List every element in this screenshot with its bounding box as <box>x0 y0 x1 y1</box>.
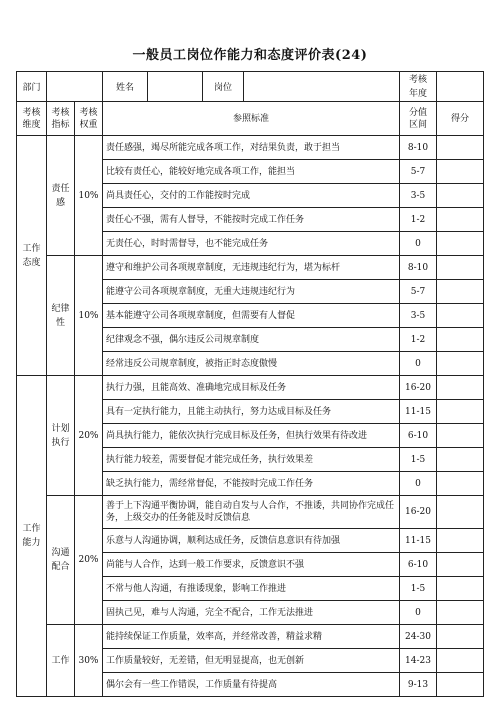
criteria-text: 经常违反公司规章制度，被指正时态度傲慢 <box>103 352 400 376</box>
criteria-text: 缺乏执行能力，需经常督促，不能按时完成工作任务 <box>103 472 400 496</box>
criteria-text: 执行能力较差，需要督促才能完成任务，执行效果差 <box>103 448 400 472</box>
score-input-cell[interactable] <box>437 328 484 352</box>
indicator-cell: 沟通 配合 <box>47 496 75 625</box>
score-range: 11-15 <box>400 529 437 553</box>
score-range: 16-20 <box>400 376 437 400</box>
criteria-text: 尚能与人合作，达到一般工作要求，反馈意识不强 <box>103 553 400 577</box>
score-input-cell[interactable] <box>437 304 484 328</box>
score-input-cell[interactable] <box>437 256 484 280</box>
score-input-cell[interactable] <box>437 400 484 424</box>
score-range: 16-20 <box>400 496 437 529</box>
weight-cell: 20% <box>75 496 103 625</box>
score-input-cell[interactable] <box>437 553 484 577</box>
score-range: 0 <box>400 232 437 256</box>
score-input-cell[interactable] <box>437 496 484 529</box>
weight-cell: 20% <box>75 376 103 496</box>
post-label: 岗位 <box>203 72 244 101</box>
score-input-cell[interactable] <box>437 673 484 697</box>
criteria-row <box>17 256 484 280</box>
score-input-cell[interactable] <box>437 601 484 625</box>
criteria-text: 工作质量较好，无差错，但无明显提高，也无创新 <box>103 649 400 673</box>
name-label: 姓名 <box>103 72 148 101</box>
criteria-text: 尚具执行能力，能依次执行完成目标及任务，但执行效果有待改进 <box>103 424 400 448</box>
score-range: 14-23 <box>400 649 437 673</box>
criteria-text: 善于上下沟通平衡协调，能自动自发与人合作，不推诿，共同协作完成任务，上级交办的任务能及时反馈信息 <box>103 496 400 529</box>
score-range: 1-5 <box>400 577 437 601</box>
criteria-text: 固执己见，难与人沟通，完全不配合，工作无法推进 <box>103 601 400 625</box>
criteria-text: 偶尔会有一些工作错误，工作质量有待提高 <box>103 673 400 697</box>
score-range: 0 <box>400 352 437 376</box>
weight-cell: 10% <box>75 136 103 256</box>
header-row <box>17 102 484 136</box>
weight-cell: 10% <box>75 256 103 376</box>
indicator-cell: 责任 感 <box>47 136 75 256</box>
score-input-cell[interactable] <box>437 352 484 376</box>
criteria-text: 执行力强，且能高效、准确地完成目标及任务 <box>103 376 400 400</box>
criteria-row <box>17 136 484 160</box>
score-input-cell[interactable] <box>437 160 484 184</box>
score-input-cell[interactable] <box>437 625 484 649</box>
criteria-text: 乐意与人沟通协调，顺利达成任务，反馈信息意识有待加强 <box>103 529 400 553</box>
score-range: 1-2 <box>400 328 437 352</box>
score-range: 1-2 <box>400 208 437 232</box>
score-input-cell[interactable] <box>437 448 484 472</box>
score-range: 8-10 <box>400 256 437 280</box>
score-input-cell[interactable] <box>437 208 484 232</box>
score-range: 0 <box>400 472 437 496</box>
score-input-cell[interactable] <box>437 577 484 601</box>
criteria-text: 责任感强，竭尽所能完成各项工作，对结果负责，敢于担当 <box>103 136 400 160</box>
score-input-cell[interactable] <box>437 232 484 256</box>
header-dimension: 考核 维度 <box>17 102 47 136</box>
form-title: 一般员工岗位作能力和态度评价表(24) <box>132 48 368 63</box>
score-input-cell[interactable] <box>437 424 484 448</box>
header-score: 得分 <box>437 102 484 136</box>
header-criteria: 参照标准 <box>103 102 400 136</box>
criteria-row <box>17 496 484 529</box>
criteria-text: 基本能遵守公司各项规章制度，但需要有人督促 <box>103 304 400 328</box>
post-value-cell[interactable] <box>244 72 399 101</box>
score-range: 8-10 <box>400 136 437 160</box>
score-range: 24-30 <box>400 625 437 649</box>
score-input-cell[interactable] <box>437 136 484 160</box>
score-input-cell[interactable] <box>437 649 484 673</box>
dimension-cell: 工作 态度 <box>17 136 47 376</box>
dept-label: 部门 <box>17 72 47 102</box>
criteria-text: 能持续保证工作质量，效率高，并经常改善，精益求精 <box>103 625 400 649</box>
criteria-row <box>17 376 484 400</box>
header-range: 分值 区间 <box>400 102 437 136</box>
score-range: 1-5 <box>400 448 437 472</box>
criteria-text: 具有一定执行能力，且能主动执行，努力达成目标及任务 <box>103 400 400 424</box>
criteria-row <box>17 625 484 649</box>
score-range: 6-10 <box>400 553 437 577</box>
criteria-text: 不常与他人沟通，有推诿现象，影响工作推进 <box>103 577 400 601</box>
criteria-text: 尚具责任心，交付的工作能按时完成 <box>103 184 400 208</box>
evaluation-table <box>16 71 484 697</box>
score-range: 3-5 <box>400 184 437 208</box>
score-range: 0 <box>400 601 437 625</box>
info-row <box>17 72 484 102</box>
indicator-cell: 工作 <box>47 625 75 697</box>
score-range: 3-5 <box>400 304 437 328</box>
score-input-cell[interactable] <box>437 184 484 208</box>
indicator-cell: 纪律 性 <box>47 256 75 376</box>
name-post-cell <box>103 72 400 102</box>
score-range: 6-10 <box>400 424 437 448</box>
criteria-text: 责任心不强，需有人督导，不能按时完成工作任务 <box>103 208 400 232</box>
header-weight: 考核 权重 <box>75 102 103 136</box>
score-range: 11-15 <box>400 400 437 424</box>
year-value-cell[interactable] <box>437 72 484 102</box>
score-input-cell[interactable] <box>437 280 484 304</box>
criteria-text: 纪律观念不强，偶尔违反公司规章制度 <box>103 328 400 352</box>
criteria-text: 遵守和维护公司各项规章制度，无违规违纪行为，堪为标杆 <box>103 256 400 280</box>
name-value-cell[interactable] <box>148 72 203 101</box>
criteria-text: 能遵守公司各项规章制度，无重大违规违纪行为 <box>103 280 400 304</box>
header-indicator: 考核 指标 <box>47 102 75 136</box>
year-label: 考核 年度 <box>400 72 437 102</box>
weight-cell: 30% <box>75 625 103 697</box>
criteria-text: 比较有责任心，能较好地完成各项工作，能担当 <box>103 160 400 184</box>
score-range: 9-13 <box>400 673 437 697</box>
criteria-text: 无责任心，时时需督导，也不能完成任务 <box>103 232 400 256</box>
score-input-cell[interactable] <box>437 529 484 553</box>
indicator-cell: 计划 执行 <box>47 376 75 496</box>
score-range: 5-7 <box>400 160 437 184</box>
score-input-cell[interactable] <box>437 472 484 496</box>
dept-value-cell[interactable] <box>47 72 103 102</box>
dimension-cell: 工作 能力 <box>17 376 47 697</box>
score-range: 5-7 <box>400 280 437 304</box>
score-input-cell[interactable] <box>437 376 484 400</box>
